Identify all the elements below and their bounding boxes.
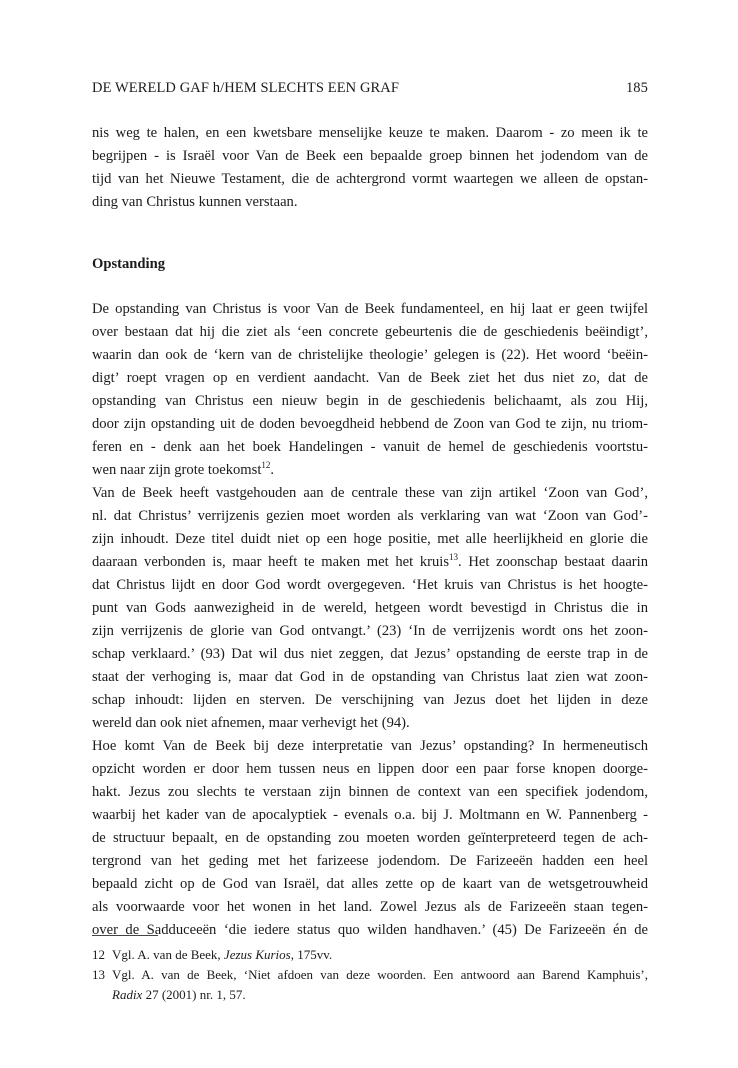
text-line: schap verklaard.’ (93) Dat wil dus niet zeggen, dat Jezus’ opstanding de eerste trap in de [92, 646, 648, 662]
intro-paragraph [92, 122, 648, 214]
text-line: als voorwaarde voor het wonen in het land. Zowel Jezus als de Farizeeën staan tegen- [92, 899, 648, 915]
footnotes [92, 945, 648, 1005]
footnote-12: 12 Vgl. A. van de Beek, Jezus Kurios, 175vv. [92, 945, 648, 965]
text-line: zijn inhoudt. Deze titel duidt niet op een hoge positie, met alle heerlijkheid en glorie die [92, 531, 648, 547]
text-line: wereld dan ook niet afnemen, maar verhevigt het (94). [92, 715, 410, 731]
book-page [92, 0, 648, 1068]
footnote-text: Vgl. A. van de Beek, ‘Niet afdoen van deze woorden. Een antwoord aan Barend Kamphuis’, [112, 967, 648, 982]
text-line: nis weg te halen, en een kwetsbare menselijke keuze te maken. Daarom - zo meen ik te [92, 125, 648, 141]
running-title: DE WERELD GAF h/HEM SLECHTS EEN GRAF [92, 80, 400, 96]
text-line: Hoe komt Van de Beek bij deze interpretatie van Jezus’ opstanding? In hermeneutisch [92, 738, 648, 754]
text-line: bepaald zicht op de God van Israël, dat alles zette op de kaart van de wetsgetrouwheid [92, 876, 648, 892]
text-line: De opstanding van Christus is voor Van de Beek fundamenteel, en hij laat er geen twijfel [92, 301, 648, 317]
cited-title: Jezus Kurios [223, 947, 291, 962]
text-line: digt’ roept vragen op en verdient aandacht. Van de Beek ziet het dus niet zo, dat de [92, 370, 648, 386]
page-number: 185 [625, 80, 648, 96]
footnote-13: 13 Vgl. A. van de Beek, ‘Niet afdoen van deze woorden. Een antwoord aan Barend Kamphuis’, Radix 27 (2001) nr. 1, 57. [92, 967, 648, 1002]
text-line: waarbij het kader van de apocalyptiek - evenals o.a. bij J. Moltmann en W. Pannenberg - [92, 807, 648, 823]
footnote-ref-12[interactable]: 12 [261, 460, 271, 471]
text-line: daaraan verbonden is, maar heeft te maken met het kruis$^{13}$. Het zoonschap bestaat daarin [92, 552, 649, 570]
text-line: over de Sadduceeën ‘die iedere status quo wilden handhaven.’ (45) De Farizeeën én de [92, 922, 648, 938]
text-line: tijd van het Nieuwe Testament, die de achtergrond vormt waartegen we alleen de opstan- [92, 171, 648, 187]
text-line: staat der verhoging is, maar dat God in de opstanding van Christus laat zien wat zoon- [92, 669, 648, 685]
text-line: door zijn opstanding uit de doden bevoegdheid hebbend de Zoon van God te zijn, nu triom- [92, 416, 648, 432]
text-line: Van de Beek heeft vastgehouden aan de centrale these van zijn artikel ‘Zoon van God’, [92, 485, 648, 501]
paragraph-3 [92, 735, 648, 942]
text-line: feren en - denk aan het boek Handelingen - vanuit de hemel de geschiedenis voortstu- [92, 439, 648, 455]
text-line: opstanding van Christus een nieuw begin in de geschiedenis belichaamt, als zou Hij, [92, 393, 648, 409]
paragraph-1 [92, 298, 648, 482]
text-line: zijn verrijzenis de glorie van God ontvangt.’ (23) ‘In de verrijzenis wordt ons het zoon- [92, 623, 648, 639]
footnote-number: 12 [92, 947, 105, 962]
text-line: nl. dat Christus’ verrijzenis gezien moet worden als verklaring van wat ‘Zoon van God’- [92, 508, 648, 524]
text-line: begrijpen - is Israël voor Van de Beek een bepaalde groep binnen het jodendom van de [92, 148, 648, 164]
footnote-number: 13 [92, 967, 105, 982]
text-line: ding van Christus kunnen verstaan. [92, 194, 298, 210]
journal-title: Radix [112, 987, 143, 1002]
text-line: schap inhoudt: lijden en sterven. De verschijning van Jezus doet het lijden in deze [92, 692, 648, 708]
text-line: hakt. Jezus zou slechts te verstaan zijn binnen de context van een specifiek jodendom, [92, 784, 648, 800]
text-line: waarin dan ook de ‘kern van de christelijke theologie’ gelegen is (22). Het woord ‘beëin- [92, 347, 648, 363]
text-line: wen naar zijn grote toekomst$^{12}$. [92, 460, 275, 478]
footnote-ref-13[interactable]: 13 [449, 552, 459, 563]
section-heading: Opstanding [92, 256, 166, 272]
footnote-separator [92, 935, 158, 936]
body-text [92, 122, 648, 942]
text-line: over bestaan dat hij die ziet als ‘een concrete gebeurtenis die de geschiedenis beëindigt’, [92, 324, 648, 340]
text-line: punt van Gods aanwezigheid in de wereld, hetgeen wordt bevestigd in Christus die in [92, 600, 648, 616]
text-line: dat Christus lijdt en door God wordt overgegeven. ‘Het kruis van Christus is het hoogte- [92, 577, 648, 593]
text-line: tergrond van het geding met het farizeese jodendom. De Farizeeën hadden een heel [92, 853, 648, 869]
text-line: opzicht worden er door hem tussen neus en lippen door een paar forse knopen doorge- [92, 761, 648, 777]
paragraph-2 [92, 482, 648, 735]
text-line: de structuur bepaalt, en de opstanding zou moeten worden geïnterpreteerd tegen de ach- [92, 830, 648, 846]
